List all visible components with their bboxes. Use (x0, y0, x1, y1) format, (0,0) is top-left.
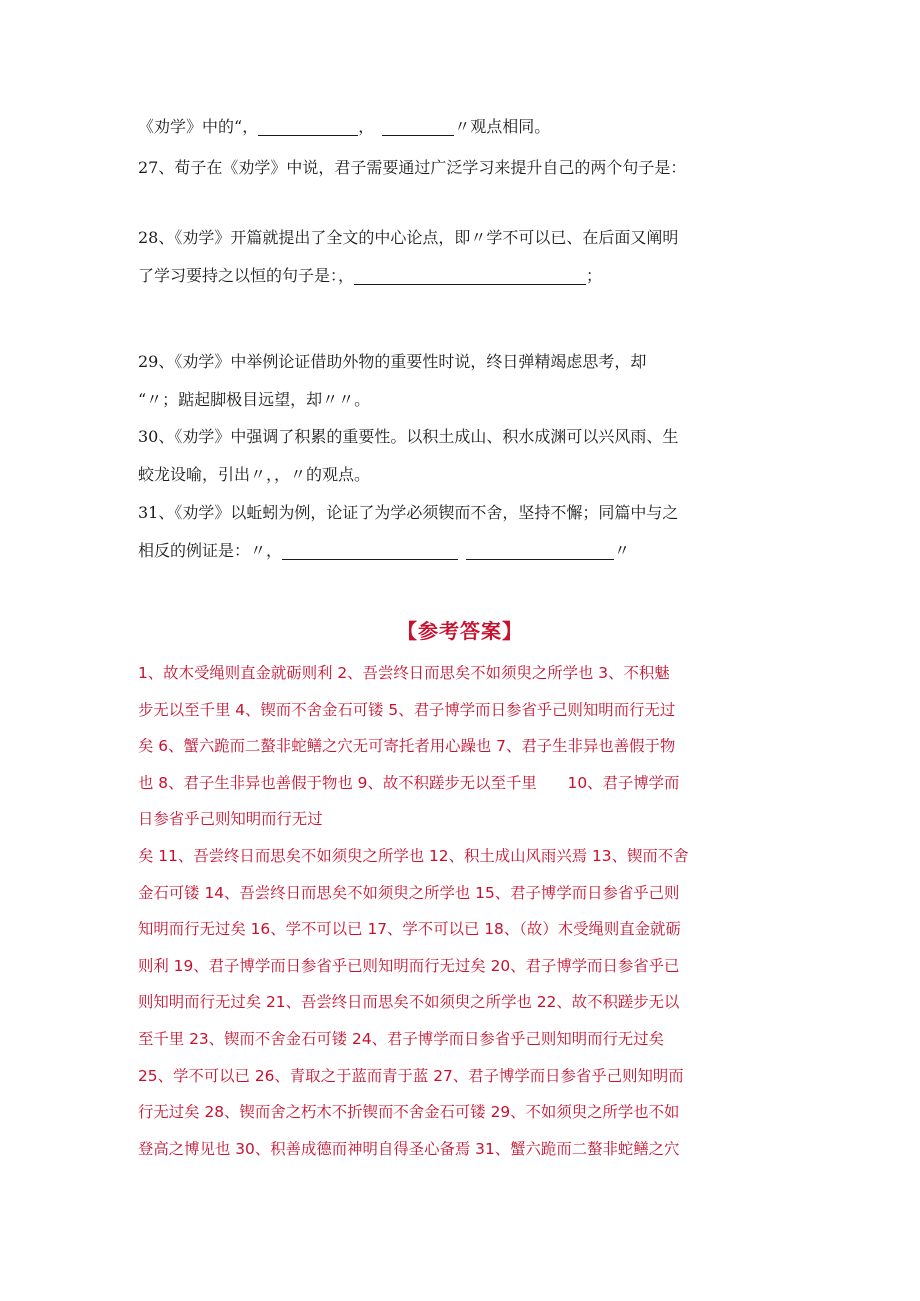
question-29 (138, 343, 788, 419)
answer-line: 矣 11、吾尝终日而思矣不如须臾之所学也 12、积土成山风雨兴焉 13、锲而不舍 (138, 846, 689, 865)
q28-blank[interactable] (354, 264, 586, 285)
answer-line: 知明而行无过矣 16、学不可以已 17、学不可以已 18、（故）木受绳则直金就砺 (138, 920, 681, 939)
q31-line-2-text: 相反的例证是：〃， (138, 541, 283, 560)
question-27 (138, 149, 788, 187)
answer-line: 矣 6、蟹六跪而二螯非蛇鳝之穴无可寄托者用心躁也 7、君子生非异也善假于物 (138, 737, 676, 756)
q31-blank-1[interactable] (282, 539, 458, 560)
q26-blank-1[interactable] (258, 115, 358, 136)
q31-line-1: 31、《劝学》以蚯蚓为例，论证了为学必须锲而不舍，坚持不懈；同篇中与之 (138, 503, 679, 522)
answer-line: 登高之博见也 30、积善成德而神明自得圣心备焉 31、蟹六跪而二螯非蛇鳝之穴 (138, 1139, 680, 1158)
q28-line-2-text: 了学习要持之以恒的句子是： (138, 266, 339, 285)
q26-blank-2[interactable] (382, 115, 454, 136)
answer-line: 步无以至千里 4、锲而不舍金石可镂 5、君子博学而日参省乎己则知明而行无过 (138, 700, 676, 719)
question-31 (138, 494, 788, 570)
question-30 (138, 418, 788, 494)
answer-line: 1、故木受绳则直金就砺则利 2、吾尝终日而思矣不如须臾之所学也 3、不积魅 (138, 664, 670, 682)
q31-blank-2[interactable] (466, 539, 614, 560)
answer-line: 25、学不可以已 26、青取之于蓝而青于蓝 27、君子博学而日参省乎己则知明而 (138, 1066, 684, 1085)
answer-line: 则利 19、君子博学而日参省乎已则知明而行无过矣 20、君子博学而日参省乎已 (138, 956, 680, 975)
q26-comma-2: ， (358, 117, 375, 136)
q26-comma-1: ， (242, 117, 259, 136)
q29-line-1: 29、《劝学》中举例论证借助外物的重要性时说，终日弹精竭虑思考，却 (138, 352, 647, 371)
answer-line: 行无过矣 28、锲而舍之朽木不折锲而不舍金石可镂 29、不如须臾之所学也不如 (138, 1103, 680, 1122)
q31-end-quote: 〃 (614, 541, 631, 560)
answers-block (138, 655, 798, 1167)
answer-line: 日参省乎己则知明而行无过 (138, 810, 323, 829)
q30-line-2: 蛟龙设喻，引出〃，，〃的观点。 (138, 465, 371, 484)
q26-text-after: 〃观点相同。 (454, 117, 551, 136)
answer-line: 至千里 23、锲而不舍金石可镂 24、君子博学而日参省乎己则知明而行无过矣 (138, 1029, 665, 1048)
question-28 (138, 219, 788, 295)
q30-line-1: 30、《劝学》中强调了积累的重要性。以积土成山、积水成渊可以兴风雨、生 (138, 427, 679, 446)
q29-line-2: “〃；踮起脚极目远望，却〃〃。 (138, 390, 371, 409)
q26-text-before: 《劝学》中的“ (138, 117, 243, 136)
answers-title: 【参考答案】 (397, 619, 523, 643)
q27-text: 27、荀子在《劝学》中说，君子需要通过广泛学习来提升自己的两个句子是： (138, 158, 687, 177)
answer-line: 金石可镂 14、吾尝终日而思矣不如须臾之所学也 15、君子博学而日参省乎己则 (138, 883, 680, 902)
question-26-tail (138, 108, 788, 146)
q28-comma: ， (338, 266, 355, 285)
q28-semicolon: ； (586, 266, 603, 285)
answer-line: 则知明而行无过矣 21、吾尝终日而思矣不如须臾之所学也 22、故不积蹉步无以 (138, 993, 680, 1012)
answer-line: 也 8、君子生非异也善假于物也 9、故不积蹉步无以至千里 10、君子博学而 (138, 773, 680, 792)
q28-line-1: 28、《劝学》开篇就提出了全文的中心论点，即〃学不可以已、在后面又阐明 (138, 228, 679, 247)
